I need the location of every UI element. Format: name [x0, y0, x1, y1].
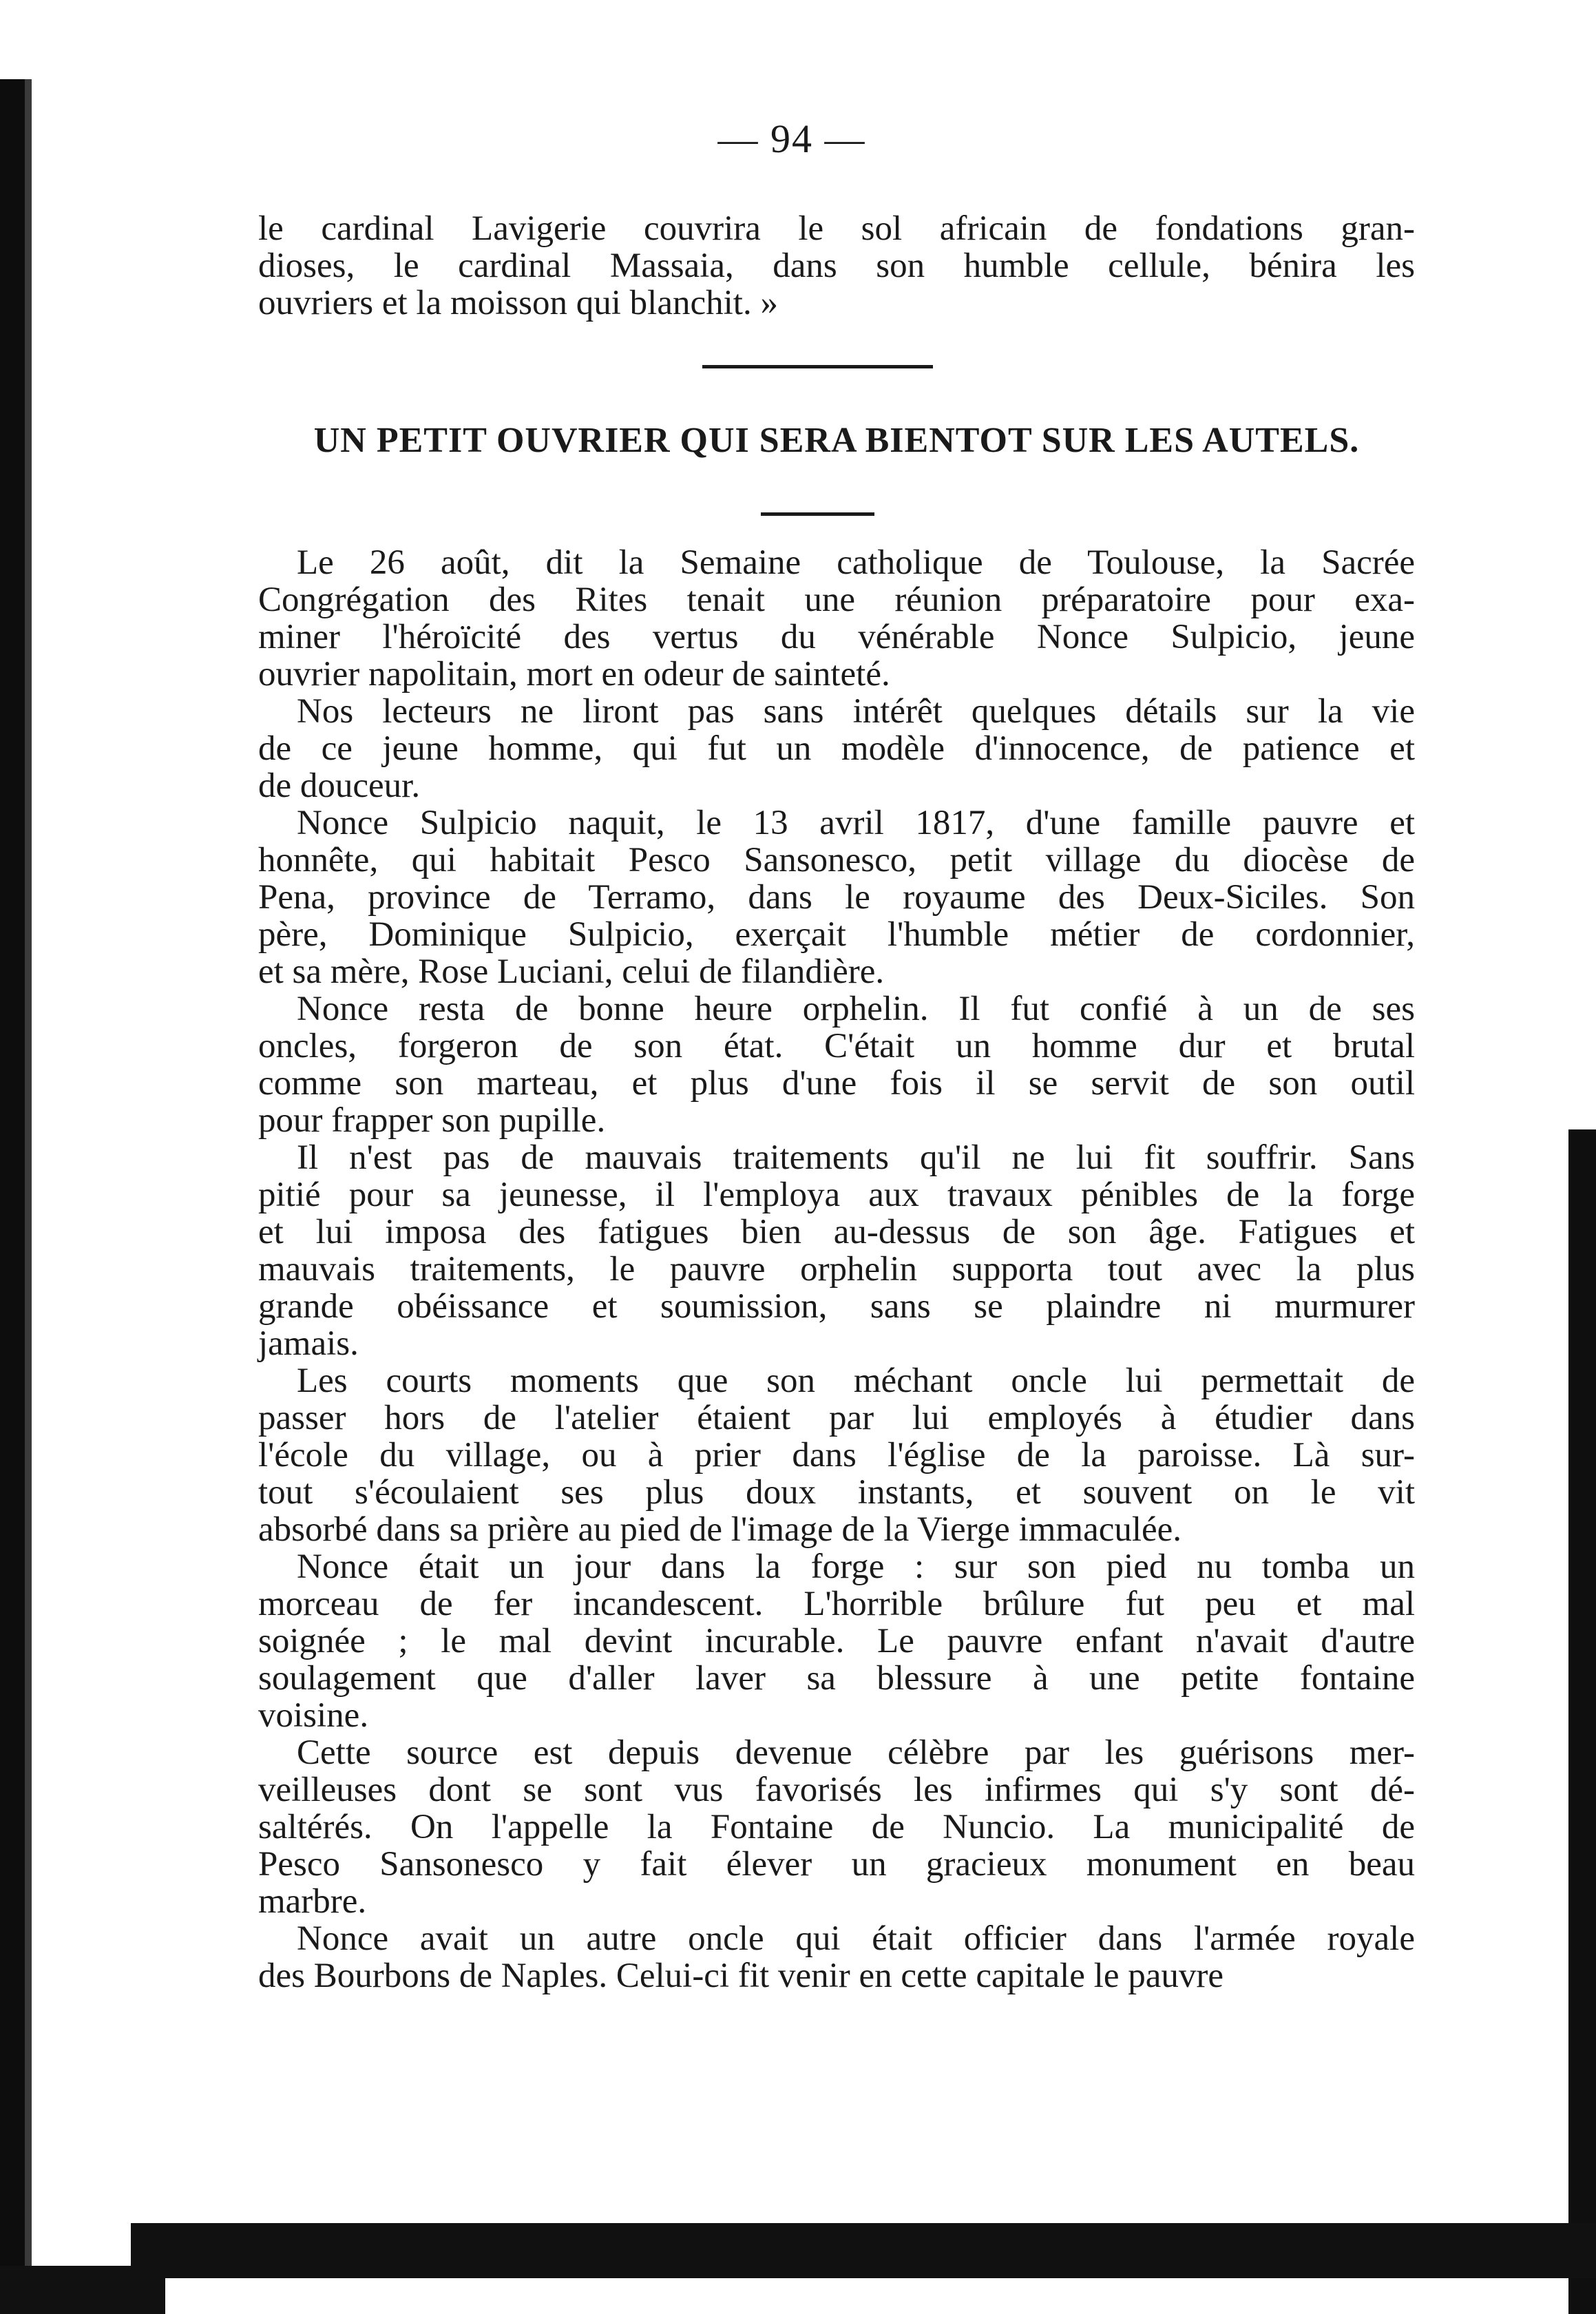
paragraph: [258, 990, 1415, 1139]
heading-underline: [761, 512, 874, 516]
text-line: saltérés. On l'appelle la Fontaine de Nuncio. La municipalité de: [258, 1808, 1415, 1846]
article-body: [258, 544, 1415, 1994]
text-line: voisine.: [258, 1696, 369, 1735]
article-heading: UN PETIT OUVRIER QUI SERA BIENTOT SUR LES AUTELS.: [313, 421, 1360, 460]
text-line: l'école du village, ou à prier dans l'église de la paroisse. Là sur-: [258, 1436, 1415, 1474]
text-line: passer hors de l'atelier étaient par lui employés à étudier dans: [258, 1399, 1415, 1437]
text-line: grande obéissance et soumission, sans se plaindre ni murmurer: [258, 1287, 1415, 1326]
paragraph: [258, 693, 1415, 804]
page-number: — 94 —: [717, 116, 866, 161]
section-divider: [702, 365, 933, 368]
text-line: Les courts moments que son méchant oncle lui permettait de: [297, 1362, 1415, 1400]
scan-left-border-shade: [25, 79, 32, 2269]
scan-bottom-corner: [0, 2266, 165, 2314]
text-line: tout s'écoulaient ses plus doux instants, et souvent on le vit: [258, 1473, 1415, 1512]
paragraph: [258, 1734, 1415, 1920]
text-line: ouvrier napolitain, mort en odeur de sainteté.: [258, 655, 890, 694]
text-line: morceau de fer incandescent. L'horrible brûlure fut peu et mal: [258, 1585, 1415, 1623]
text-line: miner l'héroïcité des vertus du vénérable Nonce Sulpicio, jeune: [258, 618, 1415, 656]
text-line: soignée ; le mal devint incurable. Le pauvre enfant n'avait d'autre: [258, 1622, 1415, 1660]
text-line: Nonce resta de bonne heure orphelin. Il fut confié à un de ses: [297, 990, 1415, 1028]
text-line: Congrégation des Rites tenait une réunion préparatoire pour exa-: [258, 581, 1415, 619]
text-line: et lui imposa des fatigues bien au-dessus de son âge. Fatigues et: [258, 1213, 1415, 1251]
text-line: le cardinal Lavigerie couvrira le sol africain de fondations gran-: [258, 209, 1415, 248]
text-line: Nos lecteurs ne liront pas sans intérêt quelques détails sur la vie: [297, 692, 1415, 731]
paragraph: [258, 1362, 1415, 1548]
text-line: des Bourbons de Naples. Celui-ci fit venir en cette capitale le pauvre: [258, 1957, 1224, 1995]
text-line: jamais.: [258, 1324, 359, 1363]
text-line: Nonce était un jour dans la forge : sur son pied nu tomba un: [297, 1547, 1415, 1586]
text-line: Il n'est pas de mauvais traitements qu'il ne lui fit souffrir. Sans: [297, 1138, 1415, 1177]
paragraph: [258, 804, 1415, 990]
text-line: dioses, le cardinal Massaia, dans son humble cellule, bénira les: [258, 247, 1415, 285]
intro-text: [258, 210, 1415, 322]
text-line: ouvriers et la moisson qui blanchit. »: [258, 284, 778, 322]
text-line: de douceur.: [258, 767, 421, 805]
text-line: oncles, forgeron de son état. C'était un homme dur et brutal: [258, 1027, 1415, 1065]
text-line: de ce jeune homme, qui fut un modèle d'innocence, de patience et: [258, 729, 1415, 768]
scan-bottom-edge: [131, 2223, 1596, 2278]
text-line: et sa mère, Rose Luciani, celui de filandière.: [258, 952, 885, 991]
text-line: Cette source est depuis devenue célèbre par les guérisons mer-: [297, 1733, 1415, 1772]
scan-left-border: [0, 79, 25, 2269]
paragraph: [258, 1920, 1415, 1994]
text-line: Le 26 août, dit la Semaine catholique de Toulouse, la Sacrée: [297, 543, 1415, 582]
text-line: comme son marteau, et plus d'une fois il se servit de son outil: [258, 1064, 1415, 1103]
text-line: veilleuses dont se sont vus favorisés les infirmes qui s'y sont dé-: [258, 1771, 1415, 1809]
text-line: honnête, qui habitait Pesco Sansonesco, petit village du diocèse de: [258, 841, 1415, 879]
text-line: absorbé dans sa prière au pied de l'image de la Vierge immaculée.: [258, 1510, 1182, 1549]
text-line: Nonce Sulpicio naquit, le 13 avril 1817, d'une famille pauvre et: [297, 804, 1415, 842]
text-line: mauvais traitements, le pauvre orphelin supporta tout avec la plus: [258, 1250, 1415, 1289]
text-line: pitié pour sa jeunesse, il l'employa aux travaux pénibles de la forge: [258, 1176, 1415, 1214]
text-line: Nonce avait un autre oncle qui était officier dans l'armée royale: [297, 1919, 1415, 1958]
text-line: Pena, province de Terramo, dans le royaume des Deux-Siciles. Son: [258, 878, 1415, 917]
paragraph: [258, 544, 1415, 693]
paragraph: [258, 1548, 1415, 1734]
text-line: père, Dominique Sulpicio, exerçait l'humble métier de cordonnier,: [258, 915, 1415, 954]
scan-right-border: [1568, 1129, 1596, 2314]
text-line: Pesco Sansonesco y fait élever un gracieux monument en beau: [258, 1845, 1415, 1884]
text-line: pour frapper son pupille.: [258, 1101, 606, 1140]
text-line: soulagement que d'aller laver sa blessure à une petite fontaine: [258, 1659, 1415, 1698]
paragraph: [258, 1139, 1415, 1362]
text-line: marbre.: [258, 1882, 367, 1921]
